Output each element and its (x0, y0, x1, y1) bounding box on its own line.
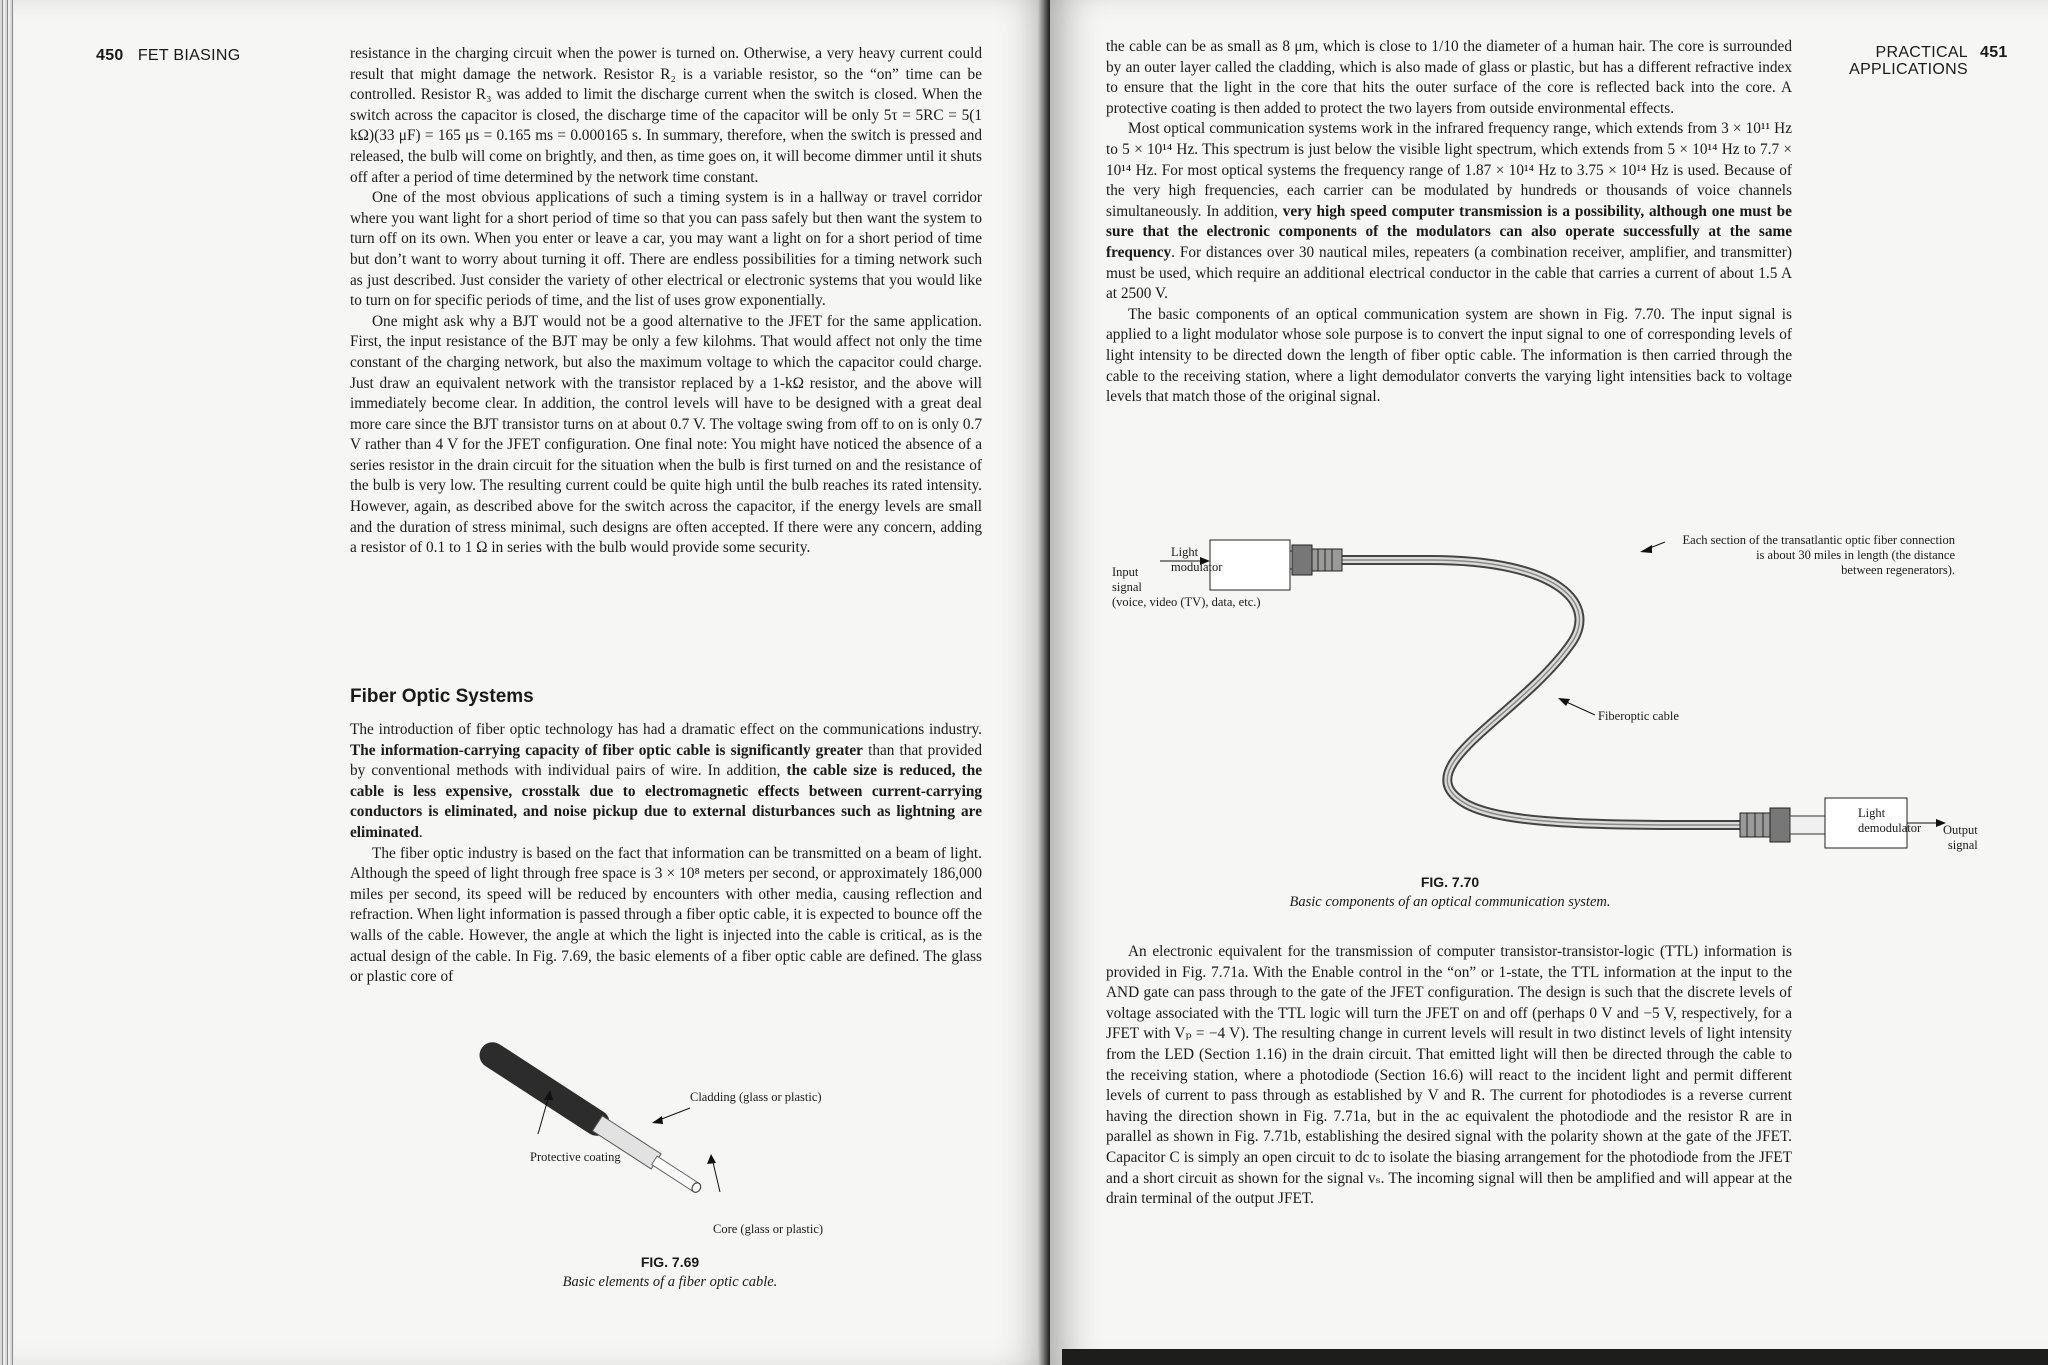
page-bottom-edge (1062, 1349, 2048, 1365)
figure-7-70-caption (1220, 872, 1680, 912)
figure-description: Basic components of an optical communication system. (1289, 894, 1611, 910)
fiberoptic-cable-label: Fiberoptic cable (1598, 709, 1679, 723)
figure-description: Basic elements of a fiber optic cable. (562, 1274, 778, 1290)
core-label: Core (glass or plastic) (713, 1222, 824, 1236)
paragraph: The basic components of an optical communication system are shown in Fig. 7.70. The input signal is applied to a light modulator whose sole purpose is to convert the input signal to one of corresponding levels of light intensity to be directed down the length of fiber optic cable. The information is then carried through the cable to the receiving station, where a light demodulator converts the varying light intensities back to voltage levels that match those of the original signal. (1106, 305, 1792, 406)
input-signal-label: Input signal (voice, video (TV), data, etc.) (1112, 565, 1261, 609)
paragraph: the cable can be as small as 8 μm, which is close to 1/10 the diameter of a human hair. The core is surrounded by an outer layer called the cladding, which is also made of glass or plastic, but has a different refractive index to ensure that the light in the core that hits the outer surface of the core is reflected back into the core. A protective coating is then added to protect the two layers from outside environmental effects. (1106, 38, 1792, 117)
page-edge (0, 0, 14, 1365)
paragraph: resistance in the charging circuit when the power is turned on. Otherwise, a very heavy current could result that might damage the network. Resistor R₂ is a variable resistor, so the “on” time can be controlled. Resistor R₃ was added to limit the discharge current when the switch is closed. When the switch across the capacitor is closed, the discharge time of the capacitor will be only 5τ = 5RC = 5(1 kΩ)(33 μF) = 165 μs = 0.165 ms = 0.000165 s. In summary, therefore, when the switch is pressed and released, the bulb will come on brightly, and then, as time goes on, it will become dimmer until it shuts off after a period of time determined by the network time constant. (350, 45, 983, 186)
left-body-text-fiber (350, 720, 982, 988)
figure-number: FIG. 7.69 (640, 1254, 700, 1270)
paragraph: Most optical communication systems work in the infrared frequency range, which extends from 3 × 10¹¹ Hz to 5 × 10¹⁴ Hz. This spectrum is just below the visible light spectrum, which extends from 5 × 10¹⁴ Hz to 7.7 × 10¹⁴ Hz. For most optical systems the frequency range of 1.87 × 10¹⁴ Hz to 3.75 × 10¹⁴ Hz is used. Because of the very high frequencies, each carrier can be modulated by hundreds or thousands of voice channels simultaneously. In addition, very high speed computer transmission is a possibility, although one must be sure that the electronic components of the modulators can also operate successfully at the same frequency. For distances over 30 nautical miles, repeaters (a combination receiver, amplifier, and transmitter) must be used, which require an additional electrical conductor in the cable that carries a current of about 1.5 A at 2500 V. (1106, 120, 1792, 303)
running-head: FET BIASING (137, 47, 241, 64)
paragraph: The fiber optic industry is based on the fact that information can be transmitted on a beam of light. Although the speed of light through free space is 3 × 10⁸ meters per second, or approximately 186,000 miles per second, its speed will be reduced by encounters with other media, causing reflection and refraction. When light information is passed through a fiber optic cable, it is expected to bounce off the walls of the cable. However, the angle at which the light is injected into the cable is critical, as is the actual design of the cable. In Fig. 7.69, the basic elements of a fiber optic cable are defined. The glass or plastic core of (350, 844, 982, 986)
light-modulator-label: Light modulator (1171, 545, 1223, 574)
light-demodulator-label: Light demodulator (1858, 806, 1922, 835)
figure-number: FIG. 7.70 (1420, 874, 1480, 890)
cladding-label: Cladding (glass or plastic) (690, 1090, 822, 1104)
paragraph: The introduction of fiber optic technology has had a dramatic effect on the communications industry. The information-carrying capacity of fiber optic cable is significantly greater than that provided by conventional methods with individual pairs of wire. In addition, the cable size is reduced, the cable is less expensive, crosstalk due to electromagnetic effects between current-carrying conductors is eliminated, and noise pickup due to external disturbances such as lightning are eliminated. (350, 721, 982, 841)
fiber-cable-illustration (470, 1030, 770, 1230)
paragraph: An electronic equivalent for the transmission of computer transistor-transistor-logic (TTL) information is provided in Fig. 7.71a. With the Enable control in the “on” or 1-state, the TTL information at the input to the AND gate can pass through to the gate of the JFET configuration. The design is such that the discrete levels of voltage associated with the TTL logic will turn the JFET on and off (perhaps 0 V and −5 V, respectively, for a JFET with Vₚ = −4 V). The resulting change in current levels will result in two distinct levels of light intensity from the LED (Section 1.16) in the drain circuit. That emitted light will then be directed through the cable to the receiving station, where a photodiode (Section 16.6) will react to the incident light and permit different levels of current to pass through as established by V and R. The current for photodiodes is a reverse current having the direction shown in Fig. 7.71a, but in the ac equivalent the photodiode and the resistor R are in parallel as shown in Fig. 7.71b, establishing the desired signal with the polarity shown at the gate of the JFET. Capacitor C is simply an open circuit to dc to isolate the biasing arrangement for the photodiode from the JFET and a short circuit as shown for the signal vₛ. The incoming signal will then be amplified and will appear at the drain terminal of the output JFET. (1106, 943, 1792, 1208)
right-body-text-top (1106, 37, 1792, 408)
paragraph: One might ask why a BJT would not be a good alternative to the JFET for the same application. First, the input resistance of the BJT may be only a few kilohms. That would affect not only the time constant of the charging network, but also the maximum voltage to which the capacitor could charge. Just draw an equivalent network with the transistor replaced by a 1-kΩ resistor, and the above will immediately become clear. In addition, the control levels will have to be designed with a great deal more care since the BJT transistor turns on at about 0.7 V. The voltage swing from off to on is only 0.7 V rather than 4 V for the JFET configuration. One final note: You might have noticed the absence of a series resistor in the drain circuit for the situation when the bulb is first turned on and the resistance of the bulb is very low. The resulting current could be quite high until the bulb reaches its rated intensity. However, again, as described above for the switch across the capacitor, if the energy levels are small and the duration of stress minimal, such designs are often accepted. If there were any concern, adding a resistor of 0.1 to 1 Ω in series with the bulb would provide some security. (350, 312, 982, 557)
section-heading: Fiber Optic Systems (350, 686, 534, 707)
page-number: 451 (1980, 44, 2008, 61)
left-page-header (96, 47, 240, 65)
paragraph: One of the most obvious applications of such a timing system is in a hallway or travel corridor where you want light for a short period of time so that you can pass safely but then want the system to turn off on its own. When you enter or leave a car, you may want a light on for a short period of time but don’t want to worry about turning it off. There are endless possibilities for a timing network such as just described. Just consider the variety of other electrical or electronic systems that you would like to turn on for specific periods of time, and the list of uses grow exponentially. (350, 189, 982, 310)
output-signal-label: Output signal (1943, 823, 1978, 852)
running-head: APPLICATIONS (1849, 61, 1968, 78)
protective-coating-label: Protective coating (530, 1150, 621, 1164)
right-page-header (1838, 44, 1968, 78)
section-length-note: Each section of the transatlantic optic fiber connection is about 30 miles in length (the distance between regenerators). (1682, 533, 1955, 577)
figure-7-69-caption (500, 1252, 840, 1292)
running-head: PRACTICAL (1875, 44, 1968, 61)
left-body-text-top (350, 44, 982, 559)
page-number: 450 (96, 47, 124, 64)
right-body-text-bottom (1106, 942, 1792, 1210)
right-page (1050, 0, 2048, 1365)
